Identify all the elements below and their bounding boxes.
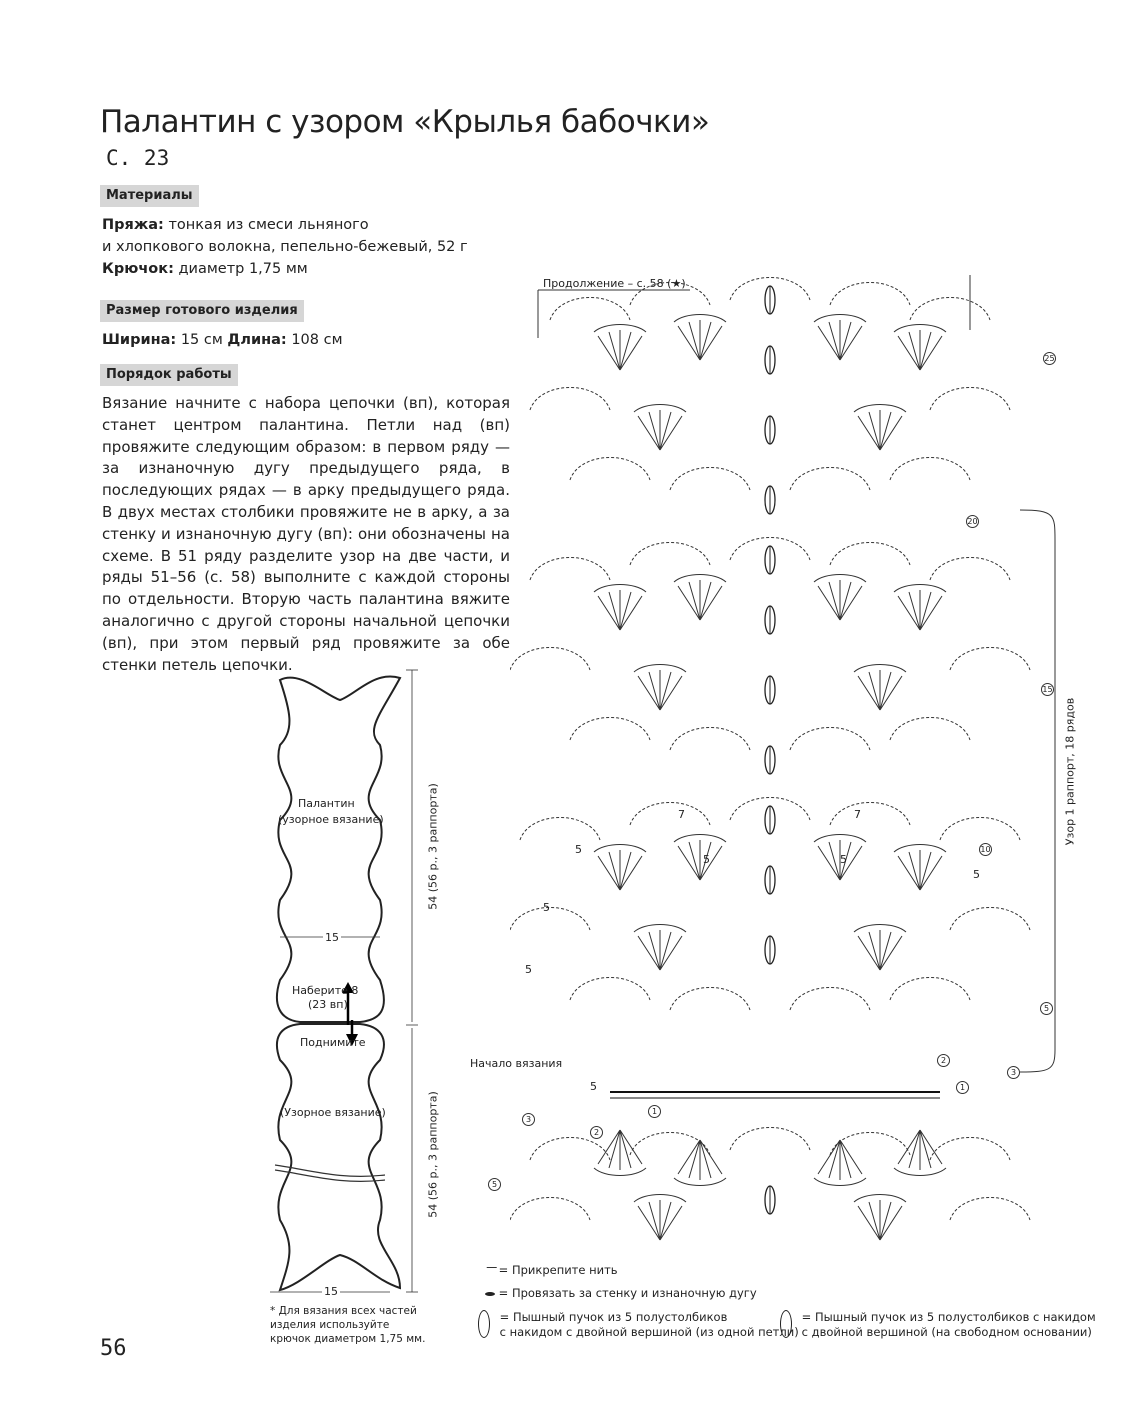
hook-text: диаметр 1,75 мм [178, 261, 308, 277]
width-value: 15 см [180, 332, 223, 348]
count-label-5g: 5 [590, 1080, 597, 1093]
left-marker-2: 2 [590, 1126, 603, 1139]
continuation-label: Продолжение – с. 58 (★) [543, 277, 686, 290]
repeat-label: Узор 1 раппорт, 18 рядов [1063, 697, 1077, 846]
hook-note-2: изделия используйте [270, 1319, 390, 1331]
size-heading: Размер готового изделия [100, 300, 304, 322]
back-loop-icon [485, 1292, 495, 1296]
legend-puff-free-text-1: = Пышный пучок из 5 полустолбиков с накидом [801, 1310, 1096, 1324]
length-value: 108 см [291, 332, 343, 348]
yarn-label: Пряжа: [102, 217, 164, 233]
legend-puff-one-text-2: с накидом с двойной вершиной (из одной петли) [499, 1325, 799, 1339]
attach-icon [483, 1267, 497, 1274]
yarn-text-2: и хлопкового волокна, пепельно-бежевый, 52 г [102, 239, 468, 255]
cast-on-label-2: (23 вп) [308, 998, 348, 1011]
row-marker-20: 20 [967, 517, 978, 526]
left-marker-1: 1 [648, 1105, 661, 1118]
count-label-5b: 5 [703, 853, 710, 866]
page-reference: С. 23 [106, 146, 170, 170]
puff-one-icon [478, 1310, 490, 1338]
count-label-5a: 5 [575, 843, 582, 856]
row-marker-1: 1 [956, 1081, 969, 1094]
start-label: Начало вязания [470, 1057, 563, 1070]
left-marker-5: 5 [488, 1178, 501, 1191]
count-label-5d: 5 [973, 868, 980, 881]
row-marker-25: 25 [1044, 354, 1055, 363]
count-label-5e: 5 [543, 901, 550, 914]
page-title: Палантин с узором «Крылья бабочки» [100, 104, 710, 140]
hook-note-3: крючок диаметром 1,75 мм. [270, 1333, 426, 1345]
hook-label: Крючок: [102, 261, 174, 277]
legend-puff-free [780, 1310, 1096, 1340]
count-label-7b: 7 [854, 808, 861, 821]
yarn-text-1: тонкая из смеси льняного [168, 217, 369, 233]
schematic-upper-label-2: (узорное вязание) [278, 813, 384, 826]
legend-puff-free-text-2: с двойной вершиной (на свободном основании) [801, 1325, 1092, 1339]
legend-puff-one-text-1: = Пышный пучок из 5 полустолбиков [499, 1310, 728, 1324]
schematic-bottom-width: 15 [324, 1285, 338, 1298]
materials-heading: Материалы [100, 185, 199, 207]
stole-schematic [250, 660, 440, 1300]
procedure-text: Вязание начните с набора цепочки (вп), которая станет центром палантина. Петли над (вп) провяжите следующим образом: в первом ряду — за изнаночную дугу предыдущего ряда, в последующих рядах — в арку предыдущего ряда. В двух местах столбики провяжите не в арку, а за стенку и изнаночную дугу (вп): они обозначены на схеме. В 51 ряду разделите узор на две части, и ряды 51–56 (с. 58) выполните с каждой стороны по отдельности. Вторую часть палантина вяжите аналогично с другой стороны начальной цепочки (вп), при этом первый ряд провяжите за обе стенки петель цепочки. [102, 394, 510, 674]
row-marker-10: 10 [980, 845, 991, 854]
legend-back-loop-text: = Провязать за стенку и изнаночную дугу [498, 1286, 757, 1300]
hook-note-1: * Для вязания всех частей [270, 1305, 417, 1317]
schematic-lower-label: (Узорное вязание) [280, 1106, 386, 1119]
row-marker-15: 15 [1042, 685, 1053, 694]
hook-note [270, 1304, 425, 1346]
crochet-chart [510, 260, 1100, 1260]
left-marker-3: 3 [522, 1113, 535, 1126]
procedure-heading: Порядок работы [100, 364, 238, 386]
size-block [102, 329, 522, 351]
schematic-width: 15 [325, 931, 339, 944]
count-label-7a: 7 [678, 808, 685, 821]
lift-label: Поднимите [300, 1036, 366, 1049]
schematic-upper-label-1: Палантин [298, 797, 355, 810]
legend-back-loop [485, 1286, 757, 1301]
row-marker-2: 2 [937, 1054, 950, 1067]
row-marker-5: 5 [1040, 1002, 1053, 1015]
legend-attach-text: = Прикрепите нить [498, 1263, 618, 1277]
legend-puff-one [478, 1310, 799, 1340]
count-label-5f: 5 [525, 963, 532, 976]
legend-attach [485, 1263, 618, 1278]
length-label: Длина: [227, 332, 287, 348]
count-label-5c: 5 [840, 853, 847, 866]
cast-on-label-1: Наберите 8 [292, 984, 359, 997]
materials-block [102, 214, 522, 280]
dimension-upper: 54 (56 р., 3 раппорта) [427, 777, 440, 917]
width-label: Ширина: [102, 332, 177, 348]
puff-free-icon [780, 1310, 792, 1338]
dimension-lower: 54 (56 р., 3 раппорта) [427, 1085, 440, 1225]
row-marker-3: 3 [1007, 1066, 1020, 1079]
page-number: 56 [100, 1336, 127, 1361]
